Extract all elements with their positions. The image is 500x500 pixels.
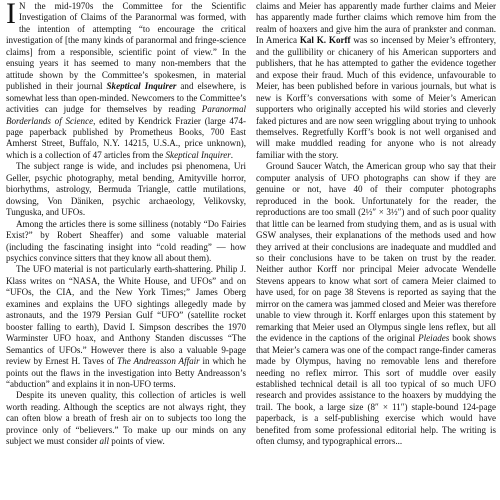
book-title: The Andreasson Affair [117, 356, 200, 367]
paragraph: Among the articles there is some silliness (notably “Do Fairies Exist?” by Robert Sheaffer) and some valuable material (including the fascinating insight into “cold reading” — how psychics convince sitters that they know all about them). [6, 218, 246, 263]
paragraph [6, 390, 246, 447]
paragraph-text: points of view. [109, 436, 165, 447]
paragraph-text: claims and Meier has apparently made further claims and Meier has apparently made further claims which remove him from the realm of hoaxers and give him the aura of prankster and conman. In America [256, 1, 496, 46]
paragraph-text: was so incensed by Meier’s effrontery, and the gullibility or chicanery of his American supporters and publishers, that he has attempted to gather the evidence together and expose their fraud. Much of this evidence, unfavourable to Meier, has been published before in various journals, but what is new is Korff’s conversations with some of Meier’s American supporters who originally accepted his wild stories and cleverly faked pictures and are now seen wriggling about trying to unhook themselves. Regretfully Korff’s book is not well organised and will make muddled reading for anyone who is not already familiar with the story. [256, 35, 497, 160]
paragraph-text: . [230, 149, 234, 160]
paragraph-text: The UFO material is not particularly earth-shattering. Philip J. Klass writes on “NASA, the White House, and UFOs” and on “UFOs, the CIA, and the New York Times;” James Oberg examines and explains the UFO sightings allegedly made by astronauts, and the 1979 Persian Gulf “UFO” (satellite rocket booster falling to earth), David I. Simpson describes the 1970 Warminster UFO hoax, and Anthony Standen discusses “The Semantics of UFOs.” However there is also a valuable 9-page review by Ernest H. Taves of [6, 264, 246, 367]
paragraph [256, 161, 496, 447]
paragraph-text: Despite its uneven quality, this collection of articles is well worth reading. Although the sceptics are not always right, they can often blow a breath of fresh air on to subjects too long the province only of “believers.” To make up our minds on any subject we must consider [6, 390, 246, 447]
paragraph-text: and elsewhere, is somewhat less than open-minded. Newcomers to the Committee’s activities can judge for themselves by reading [6, 81, 246, 115]
drop-cap: I [6, 0, 16, 30]
left-column [6, 1, 246, 500]
book-title: Paranormal Borderlands of Science [6, 104, 246, 126]
journal-title: Skeptical Inquirer [165, 149, 231, 160]
paragraph [6, 264, 246, 390]
journal-title: Skeptical Inquirer [106, 81, 177, 92]
paragraph-text: book shows that Meier’s camera was one of the compact range-finder cameras made by Olympus, having no removable lens and therefore needing no reflex mirror. This sort of muddle over easily established technical detail is all too typical of so much UFO research and provides assistance to the hoaxers by muddying the trail. The book, a large size (8″ × 11″) staple-bound 124-page paperback, is a self-publishing exercise which would have benefited from some professional editorial help. The writing is often clumsy, and typographical errors... [256, 333, 496, 447]
document-page [6, 1, 496, 500]
paragraph [256, 1, 496, 161]
emphasis: all [99, 436, 110, 447]
paragraph-text: , edited by Kendrick Frazier (large 474-page paperback published by Prometheus Books, 700 East Amherst Street, Buffalo, N.Y. 14215, U.S.A., price unknown), which is a collection of 47 articles from the [6, 115, 246, 160]
paragraph-text: Ground Saucer Watch, the American group who say that their computer analysis of UFO photographs can show if they are genuine or not, have 40 of their computer photographs reproduced in the book. Unfortunately for the reader, the reproductions are too small (2½″ × 3½″) and of such poor quality that little can be learned from studying them, and as is usual with GSW analyses, their explanations of the methods used and how they arrived at their conclusions are inadequate and muddled and so their conclusions have to be taken on trust by the reader. Neither author Korff nor principal Meier advocate Wendelle Stevens appears to know what sort of camera Meier claimed to have used, for on page 38 Stevens is reported as saying that the mirror on the camera was jammed closed and Meier was therefore unable to view through it. Korff enlarges upon this statement by remarking that Meier used an Olympus single lens reflex, but all the evidence in the captions of the original [256, 161, 496, 344]
author-name: Kal K. Korff [299, 35, 351, 46]
paragraph-text: in which he points out the flaws in the investigation into Betty Andreasson’s “abduction” and explains it in non-UFO terms. [6, 356, 246, 389]
paragraph [6, 1, 246, 161]
book-title: Pleiades [418, 333, 450, 344]
paragraph: The subject range is wide, and includes psi phenomena, Uri Geller, psychic photography, metal bending, Amityville horror, biorhythms, astrology, Bermuda Triangle, cattle mutilations, dowsing, Von Däniken, psychic archaeology, Velikovsky, Tunguska, and UFOs. [6, 161, 246, 218]
paragraph-text: N the mid-1970s the Committee for the Scientific Investigation of Claims of the Paranormal was formed, with the intention of attempting “to encourage the critical investigation of [the many kinds of paranormal and fringe-science claims] from a responsible, scientific point of view.” In the ensuing years it has seemed to many non-members that the attitude shown by the Committee’s spokesmen, in material published in their journal [6, 1, 246, 92]
right-column [256, 1, 496, 500]
